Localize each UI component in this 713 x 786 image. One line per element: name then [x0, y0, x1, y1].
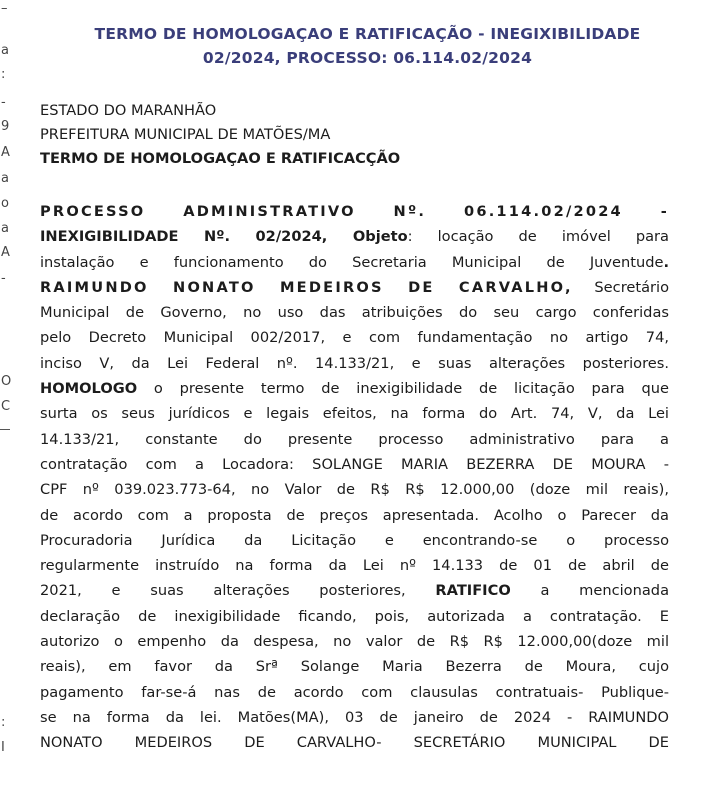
margin-fragment: a	[1, 43, 9, 58]
document-header	[40, 99, 680, 171]
body-line	[40, 578, 669, 603]
body-line: CPF nº 039.023.773-64, no Valor de R$ R$ 12.000,00 (doze mil reais),	[40, 481, 669, 499]
city-hall-name: PREFEITURA MUNICIPAL DE MATÕES/MA	[40, 126, 331, 143]
document-title-line-1: TERMO DE HOMOLOGAÇAO E RATIFICAÇÃO - INEGIXIBILIDADE	[94, 25, 641, 43]
margin-fragment: 9	[1, 119, 10, 134]
margin-fragment: :	[1, 67, 6, 82]
document-title-line-2: 02/2024, PROCESSO: 06.114.02/2024	[202, 49, 533, 67]
margin-fragment: I	[1, 740, 5, 755]
body-line	[40, 275, 669, 300]
body-line: surta os seus jurídicos e legais efeitos, na forma do Art. 74, V, da Lei	[40, 405, 669, 423]
body-text-span: o presente termo de inexigibilidade de licitação para que	[137, 380, 669, 398]
margin-fragment: a	[1, 171, 9, 186]
body-line: declaração de inexigibilidade ficando, pois, autorizada a contratação. E	[40, 607, 669, 625]
body-text-span: Secretário	[572, 278, 669, 296]
body-line	[40, 376, 669, 401]
margin-fragment: –	[1, 1, 8, 16]
term-title: TERMO DE HOMOLOGAÇAO E RATIFICACÇÃO	[40, 150, 401, 167]
body-line	[40, 250, 669, 275]
margin-fragment: A	[1, 145, 10, 160]
body-line: de acordo com a proposta de preços apresentada. Acolho o Parecer da	[40, 506, 669, 524]
margin-fragment: a	[1, 221, 9, 236]
body-line: contratação com a Locadora: SOLANGE MARIA BEZERRA DE MOURA -	[40, 455, 669, 473]
body-line: pagamento far-se-á nas de acordo com clausulas contratuais- Publique-	[40, 683, 669, 701]
body-text-span: instalação e funcionamento do Secretaria Municipal de Juventude	[40, 253, 664, 271]
body-line	[40, 224, 669, 249]
ratifico-keyword: RATIFICO	[435, 582, 511, 600]
margin-fragment: O	[1, 374, 12, 389]
state-name: ESTADO DO MARANHÃO	[40, 102, 217, 119]
body-line: regularmente instruído na forma da Lei nº 14.133 de 01 de abril de	[40, 557, 669, 575]
body-line: reais), em favor da Srª Solange Maria Bezerra de Moura, cujo	[40, 658, 669, 676]
body-line: 14.133/21, constante do presente processo administrativo para a	[40, 430, 669, 448]
body-line: inciso V, da Lei Federal nº. 14.133/21, e suas alterações posteriores.	[40, 354, 669, 372]
body-line: Procuradoria Jurídica da Licitação e encontrando-se o processo	[40, 531, 669, 549]
body-line: Municipal de Governo, no uso das atribuições do seu cargo conferidas	[40, 304, 669, 322]
margin-fragment: C	[1, 399, 11, 414]
margin-rule	[0, 429, 10, 430]
margin-fragment: -	[1, 95, 6, 110]
body-text-span: .	[663, 253, 669, 271]
body-line: PROCESSO ADMINISTRATIVO Nº. 06.114.02/2024 -	[40, 203, 669, 220]
body-line: NONATO MEDEIROS DE CARVALHO- SECRETÁRIO MUNICIPAL DE	[40, 734, 669, 752]
body-line: se na forma da lei. Matões(MA), 03 de janeiro de 2024 - RAIMUNDO	[40, 708, 669, 726]
inexigibility-label: INEXIGIBILIDADE Nº. 02/2024, Objeto	[40, 228, 408, 246]
left-margin-fragments	[0, 0, 14, 786]
margin-fragment: -	[1, 271, 6, 286]
body-line: autorizo o empenho da despesa, no valor de R$ R$ 12.000,00(doze mil	[40, 633, 669, 651]
body-line: pelo Decreto Municipal 002/2017, e com fundamentação no artigo 74,	[40, 329, 669, 347]
margin-fragment: A	[1, 245, 10, 260]
object-text: : locação de imóvel para	[407, 228, 669, 246]
body-text-span: 2021, e suas alterações posteriores,	[40, 582, 436, 600]
margin-fragment: o	[1, 196, 9, 211]
document-body	[40, 199, 669, 756]
margin-fragment: :	[1, 715, 6, 730]
homologo-keyword: HOMOLOGO	[40, 380, 138, 398]
body-text-span: a mencionada	[510, 582, 670, 600]
secretary-name: RAIMUNDO NONATO MEDEIROS DE CARVALHO,	[40, 278, 573, 296]
document-title	[22, 22, 713, 70]
